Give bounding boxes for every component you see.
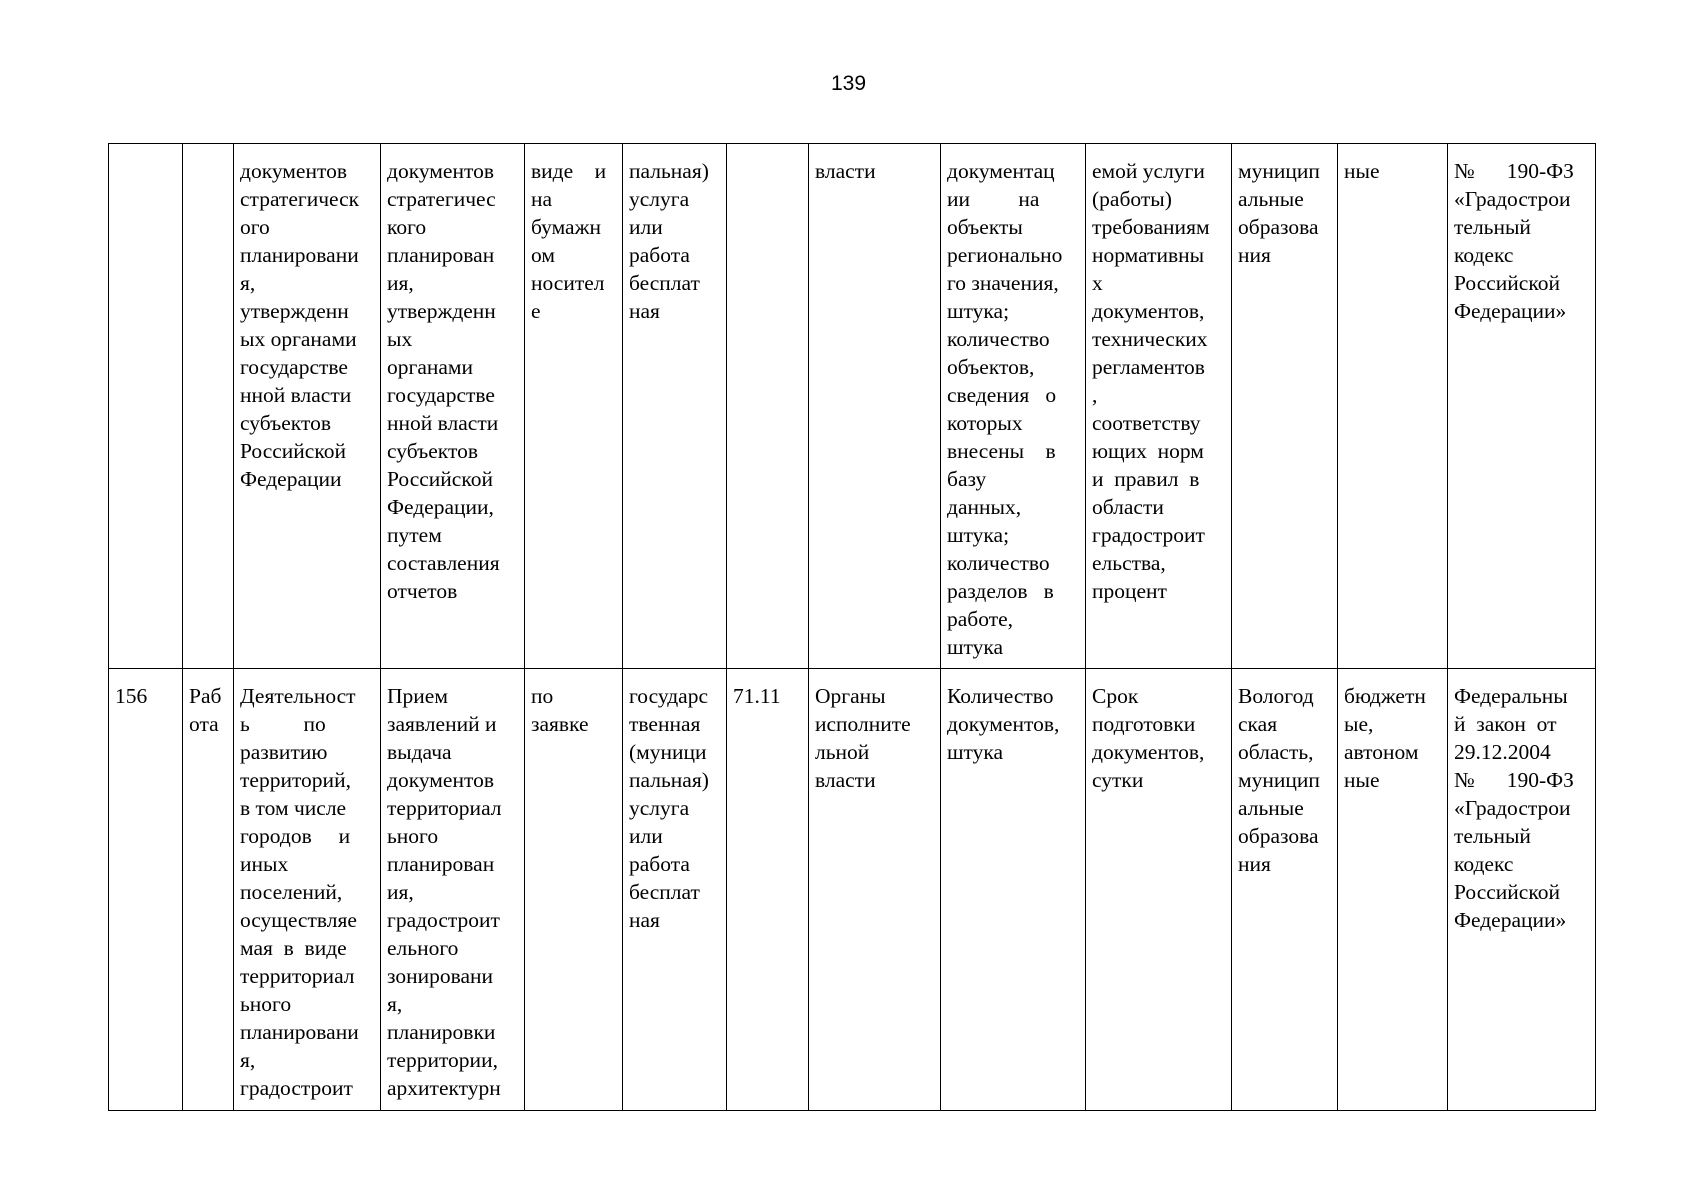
cell-legal-basis: № 190-ФЗ «Градострои тельный кодекс Российской Федерации» — [1448, 144, 1596, 669]
cell-code: 71.11 — [727, 669, 809, 1111]
cell-authority: Органы исполните льной власти — [809, 669, 941, 1111]
cell-level: муницип альные образова ния — [1232, 144, 1338, 669]
cell-volume-indicator: документац ии на объекты регионально го значения, штука; количество объектов, сведения о которых внесены в базу данных, штука; количество разделов в работе, штука — [941, 144, 1086, 669]
cell-form: виде и на бумажн ом носител е — [525, 144, 623, 669]
document-table — [108, 143, 1596, 1111]
cell-service-type: государс твенная (муници пальная) услуга или работа бесплат ная — [623, 669, 727, 1111]
cell-type — [183, 144, 234, 669]
cell-content: Прием заявлений и выдача документов территориал ьного планирован ия, градостроит ельного зонировани я, планировки территории, архитектурн — [381, 669, 525, 1111]
cell-level: Вологод ская область, муницип альные образова ния — [1232, 669, 1338, 1111]
cell-number — [109, 144, 183, 669]
cell-number: 156 — [109, 669, 183, 1111]
cell-legal-basis: Федеральны й закон от 29.12.2004 № 190-ФЗ «Градострои тельный кодекс Российской Федерации» — [1448, 669, 1596, 1111]
cell-activity: Деятельност ь по развитию территорий, в том числе городов и иных поселений, осуществляе мая в виде территориал ьного планировани я, градостроит — [234, 669, 381, 1111]
cell-content: документов стратегичес кого планирован ия, утвержденн ых органами государстве нной власти субъектов Российской Федерации, путем составления отчетов — [381, 144, 525, 669]
cell-code — [727, 144, 809, 669]
cell-activity: документов стратегическ ого планировани я, утвержденн ых органами государстве нной власти субъектов Российской Федерации — [234, 144, 381, 669]
cell-service-type: пальная) услуга или работа бесплат ная — [623, 144, 727, 669]
cell-volume-indicator: Количество документов, штука — [941, 669, 1086, 1111]
cell-form: по заявке — [525, 669, 623, 1111]
page-number: 139 — [830, 72, 867, 95]
cell-authority: власти — [809, 144, 941, 669]
cell-quality-indicator: емой услуги (работы) требованиям нормативны х документов, технических регламентов , соответству ющих норм и правил в области градостроит ельства, процент — [1086, 144, 1232, 669]
cell-quality-indicator: Срок подготовки документов, сутки — [1086, 669, 1232, 1111]
table-row — [109, 669, 1596, 1111]
cell-institution-type: ные — [1338, 144, 1448, 669]
table-row — [109, 144, 1596, 669]
cell-type: Раб ота — [183, 669, 234, 1111]
cell-institution-type: бюджетн ые, автоном ные — [1338, 669, 1448, 1111]
